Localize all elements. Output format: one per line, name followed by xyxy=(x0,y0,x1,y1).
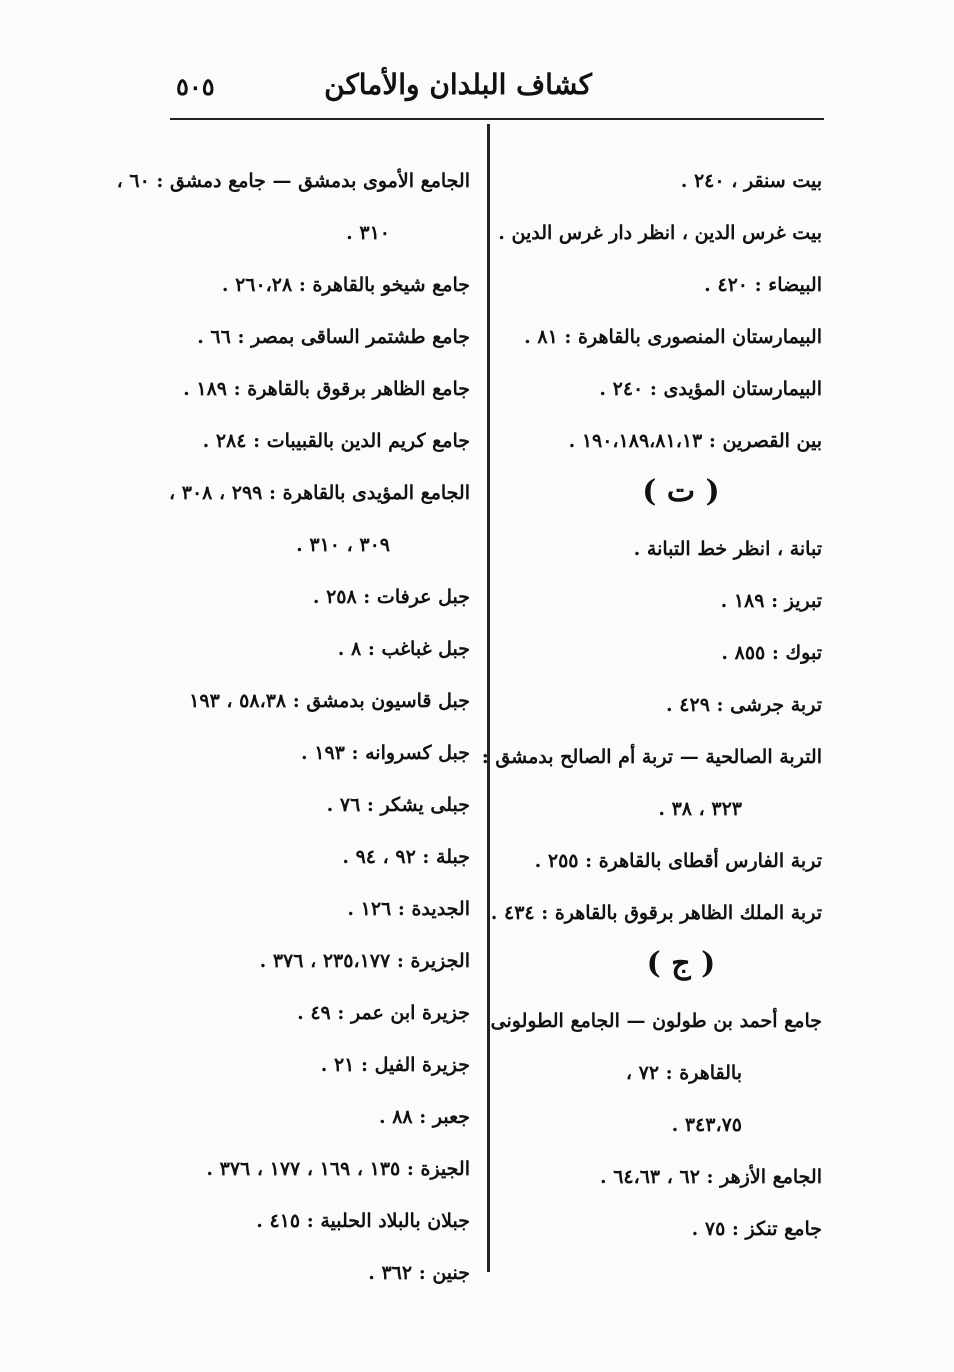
page-header xyxy=(170,68,822,112)
index-entry: جبل عرفات : ٢٥٨ . xyxy=(312,586,470,608)
running-title: كشاف البلدان والأماكن xyxy=(324,68,592,101)
page-number: ٥٠٥ xyxy=(176,72,215,101)
header-rule xyxy=(170,118,824,120)
index-entry: جزيرة الفيل : ٢١ . xyxy=(320,1054,470,1076)
index-entry: جامع أحمد بن طولون — الجامع الطولونى xyxy=(490,1010,822,1032)
index-entry: تربة الفارس أقطاى بالقاهرة : ٢٥٥ . xyxy=(534,850,822,872)
index-entry: جبلى يشكر : ٧٦ . xyxy=(326,794,470,816)
index-entry: بين القصرين : ١٩٠،١٨٩،٨١،١٣ . xyxy=(568,430,822,452)
index-entry-continuation: ٣٢٣ ، ٣٨ . xyxy=(658,798,742,820)
index-entry: تربة جرشى : ٤٢٩ . xyxy=(666,694,822,716)
index-entry: جبلة : ٩٢ ، ٩٤ . xyxy=(342,846,470,868)
index-entry: تبانة ، انظر خط التبانة . xyxy=(633,538,822,560)
index-entry: البيمارستان المنصورى بالقاهرة : ٨١ . xyxy=(524,326,822,348)
index-entry: تبريز : ١٨٩ . xyxy=(720,590,822,612)
index-entry: جامع تنكز : ٧٥ . xyxy=(691,1218,822,1240)
index-entry: البيمارستان المؤيدى : ٢٤٠ . xyxy=(599,378,822,400)
index-column-right xyxy=(481,155,822,1255)
index-entry: البيضاء : ٤٢٠ . xyxy=(704,274,822,296)
index-entry: بيت سنقر ، ٢٤٠ . xyxy=(680,170,822,192)
index-entry: الجديدة : ١٢٦ . xyxy=(347,898,470,920)
index-entry: جامع شيخو بالقاهرة : ٢٦٠،٢٨ . xyxy=(221,274,470,296)
index-entry: جبل قاسيون بدمشق : ٥٨،٣٨ ، ١٩٣ xyxy=(189,690,470,712)
index-entry-continuation: ٣٠٩ ، ٣١٠ . xyxy=(296,534,390,556)
section-letter: ( ج ) xyxy=(646,946,716,981)
index-column-left xyxy=(116,155,470,1299)
index-entry-continuation: ٣٤٣،٧٥ . xyxy=(671,1114,742,1136)
index-entry: جعبر : ٨٨ . xyxy=(378,1106,470,1128)
index-entry-continuation: بالقاهرة : ٧٢ ، xyxy=(625,1062,742,1084)
column-divider xyxy=(487,124,490,1272)
index-entry: الجامع الأزهر : ٦٢ ، ٦٤،٦٣ . xyxy=(599,1166,822,1188)
index-entry: التربة الصالحية — تربة أم الصالح بدمشق : xyxy=(481,746,822,768)
index-entry: الجزيرة : ٢٣٥،١٧٧ ، ٣٧٦ . xyxy=(259,950,470,972)
index-entry: الجامع المؤيدى بالقاهرة : ٢٩٩ ، ٣٠٨ ، xyxy=(169,482,470,504)
index-entry: بيت غرس الدين ، انظر دار غرس الدين . xyxy=(498,222,822,244)
index-entry: جامع كريم الدين بالقبيبات : ٢٨٤ . xyxy=(202,430,470,452)
index-entry: جبل كسروانه : ١٩٣ . xyxy=(301,742,470,764)
index-entry: الجامع الأموى بدمشق — جامع دمشق : ٦٠ ، xyxy=(116,170,470,192)
index-entry: الجيزة : ١٣٥ ، ١٦٩ ، ١٧٧ ، ٣٧٦ . xyxy=(206,1158,470,1180)
index-entry: جنين : ٣٦٢ . xyxy=(368,1262,470,1284)
index-entry: جامع طشتمر الساقى بمصر : ٦٦ . xyxy=(197,326,470,348)
index-entry-continuation: ٣١٠ . xyxy=(346,222,390,244)
section-letter: ( ت ) xyxy=(642,474,720,509)
index-entry: جبل غباغب : ٨ . xyxy=(337,638,470,660)
index-entry: تربة الملك الظاهر برقوق بالقاهرة : ٤٣٤ . xyxy=(490,902,822,924)
index-entry: جزيرة ابن عمر : ٤٩ . xyxy=(297,1002,470,1024)
index-entry: تبوك : ٨٥٥ . xyxy=(721,642,822,664)
index-entry: جامع الظاهر برقوق بالقاهرة : ١٨٩ . xyxy=(183,378,470,400)
index-entry: جبلان بالبلاد الحلبية : ٤١٥ . xyxy=(256,1210,470,1232)
